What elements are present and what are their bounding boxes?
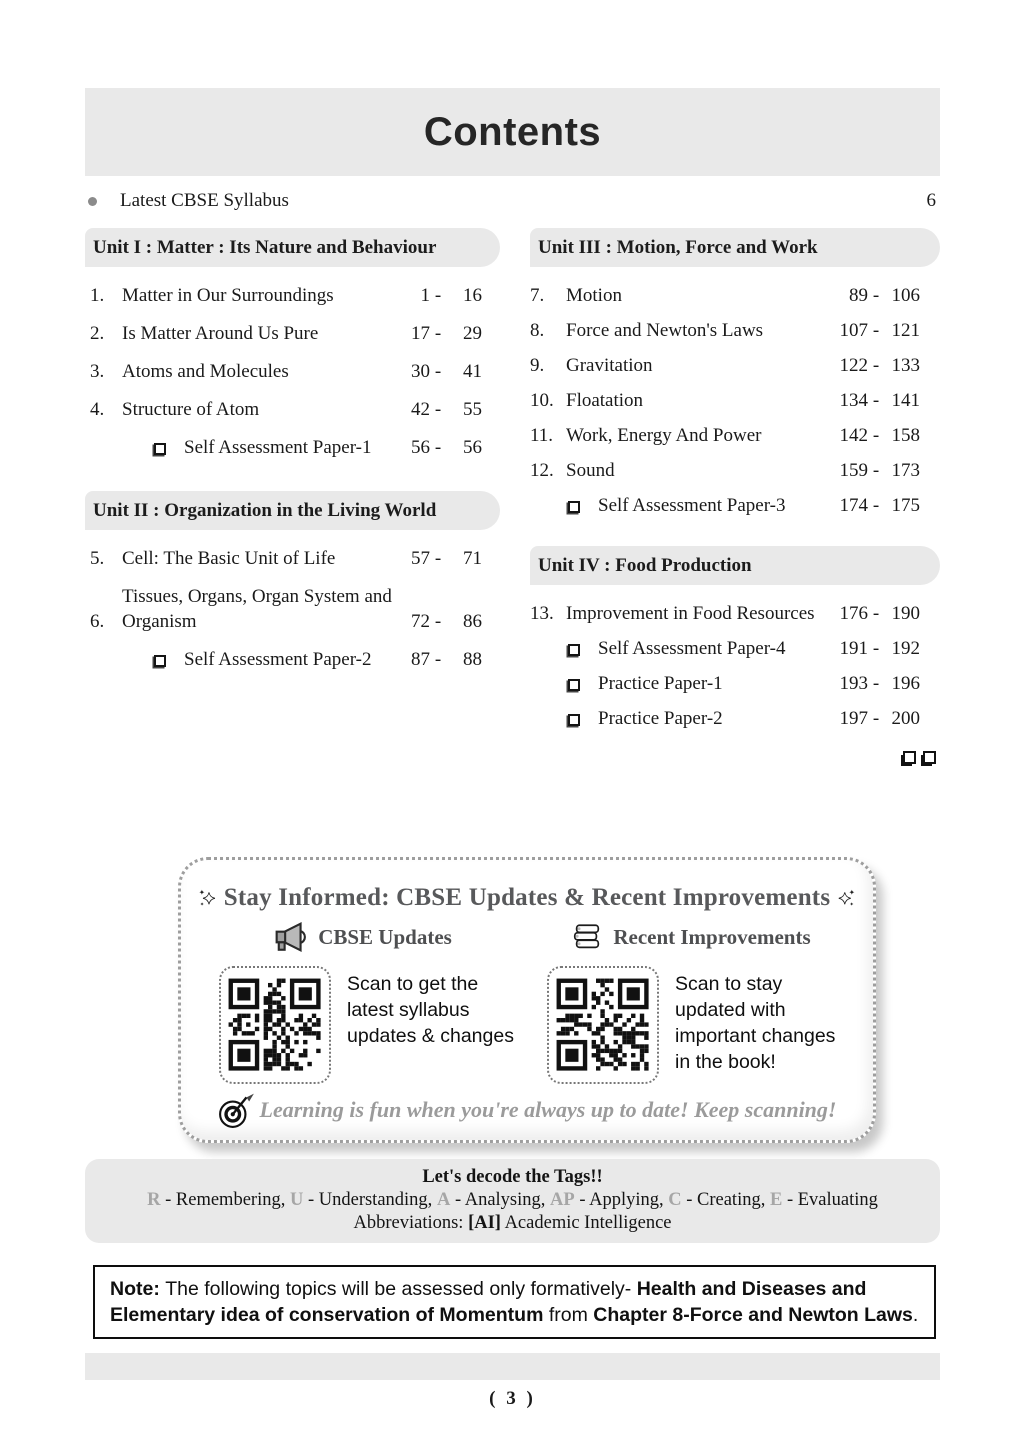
page-dash: -: [434, 437, 442, 458]
toc-item-pages: [834, 706, 920, 731]
toc-item-pages: [834, 353, 920, 378]
toc-item-pages: [834, 283, 920, 308]
stay-informed-subheadings: [199, 922, 855, 952]
qr-caption-right: Scan to stay updated with important changes in the book!: [675, 973, 836, 1073]
toc-item-title: Cell: The Basic Unit of Life: [122, 548, 336, 569]
toc-item-title: Self Assessment Paper-1: [184, 437, 372, 458]
page-end: 86: [463, 611, 482, 632]
toc-item-number: 5.: [90, 548, 105, 569]
page-start: 107: [839, 320, 868, 341]
page-start: 134: [839, 390, 868, 411]
page-start: 72: [411, 611, 430, 632]
tag-word: - Remembering,: [160, 1190, 290, 1210]
toc-item-title: Sound: [566, 460, 615, 481]
toc-item-pages: [834, 458, 920, 483]
page-title-bar: [85, 88, 940, 176]
decode-tags-bar: [85, 1159, 940, 1243]
page-start: 89: [849, 285, 868, 306]
tag-word: - Applying,: [574, 1190, 669, 1210]
tag-letter: R: [147, 1190, 161, 1210]
checkbox-icon: [568, 679, 580, 691]
toc-item-pages: [396, 397, 482, 422]
page-end: 16: [463, 285, 482, 306]
toc-list: [530, 585, 940, 747]
tag-letter: C: [668, 1190, 682, 1210]
page-dash: -: [872, 355, 880, 376]
page-end: 192: [891, 638, 920, 659]
toc-item-title: Practice Paper-2: [598, 708, 723, 729]
page-end: 41: [463, 361, 482, 382]
toc-item-row[interactable]: [85, 321, 482, 346]
page-end: 121: [891, 320, 920, 341]
page-number: ( 3 ): [489, 1388, 536, 1409]
toc-item-pages: [834, 601, 920, 626]
page-dash: -: [872, 460, 880, 481]
megaphone-icon: [274, 922, 308, 952]
page-end: 200: [891, 708, 920, 729]
cbse-updates-heading: CBSE Updates: [318, 924, 452, 949]
tagline-text: Learning is fun when you're always up to date! Keep scanning!: [259, 1097, 837, 1122]
toc-item-row[interactable]: [85, 283, 482, 308]
unit-header: [85, 228, 500, 267]
page-dash: -: [434, 548, 442, 569]
tag-word: - Evaluating: [782, 1190, 878, 1210]
page-dash: -: [872, 638, 880, 659]
toc-item-title: Structure of Atom: [122, 399, 260, 420]
toc-list: [530, 267, 940, 534]
syllabus-row[interactable]: [85, 188, 940, 214]
page-dash: -: [872, 390, 880, 411]
footer-bar: [85, 1353, 940, 1380]
recent-improvements-scan-cell: [527, 966, 855, 1084]
unit-header: [530, 228, 940, 267]
sparkles-icon: [838, 871, 855, 925]
abbreviations-line: [95, 1212, 930, 1235]
page-end: 55: [463, 399, 482, 420]
page-start: 122: [839, 355, 868, 376]
toc-item-row[interactable]: [530, 388, 920, 413]
page-dash: -: [434, 611, 442, 632]
dart-target-icon: [218, 1091, 256, 1129]
note-text: from: [543, 1304, 594, 1326]
contents-page: [85, 0, 940, 1410]
page-end: 158: [891, 425, 920, 446]
page-start: 17: [411, 323, 430, 344]
tag-letter: AP: [550, 1190, 575, 1210]
toc-item-row[interactable]: [530, 283, 920, 308]
toc-item-pages: [834, 493, 920, 518]
toc-list: [85, 267, 500, 479]
toc-item-number: 12.: [530, 460, 554, 481]
note-bold-text: Health and Diseases and Elementary idea of conservation of Momentum: [110, 1278, 867, 1326]
toc-column-left: [85, 228, 500, 691]
toc-item-number: 4.: [90, 399, 105, 420]
recent-improvements-heading-row: [527, 922, 855, 952]
page-dash: -: [872, 425, 880, 446]
qr-caption-left: Scan to get the latest syllabus updates & changes: [347, 973, 514, 1047]
toc-item-number: 11.: [530, 425, 554, 446]
toc-item-title: Self Assessment Paper-3: [598, 495, 786, 516]
toc-item-pages: [396, 435, 482, 460]
checkbox-icon: [154, 443, 166, 455]
page-dash: -: [434, 361, 442, 382]
toc-item-title: Practice Paper-1: [598, 673, 723, 694]
toc-item-title: Force and Newton's Laws: [566, 320, 764, 341]
unit-header-label: Unit IV : Food Production: [538, 554, 752, 576]
toc-item-pages: [834, 318, 920, 343]
qr-code-syllabus-updates: [219, 966, 331, 1084]
toc-item-title: Improvement in Food Resources: [566, 603, 815, 624]
decode-tags-line: [95, 1189, 930, 1212]
cbse-updates-heading-row: [199, 922, 527, 952]
toc-item-pages: [396, 609, 482, 634]
stay-informed-title-row: [199, 882, 855, 914]
recent-improvements-heading: Recent Improvements: [613, 924, 811, 949]
stay-informed-box: [178, 857, 876, 1143]
toc-subitem-row[interactable]: [530, 671, 920, 696]
page-end: 133: [891, 355, 920, 376]
toc-item-pages: [834, 388, 920, 413]
page-start: 57: [411, 548, 430, 569]
toc-item-pages: [396, 283, 482, 308]
toc-item-number: 9.: [530, 355, 545, 376]
page-end: 190: [891, 603, 920, 624]
page-start: 159: [839, 460, 868, 481]
stay-informed-title: Stay Informed: CBSE Updates & Recent Improvements: [223, 884, 831, 911]
page-dash: -: [872, 320, 880, 341]
end-of-contents-marker: [530, 751, 940, 768]
toc-columns: [85, 228, 940, 768]
syllabus-label: Latest CBSE Syllabus: [120, 190, 289, 211]
unit-header-label: Unit II : Organization in the Living World: [93, 499, 437, 521]
toc-item-title: Is Matter Around Us Pure: [122, 323, 319, 344]
page-dash: -: [434, 399, 442, 420]
tag-letter: A: [436, 1190, 451, 1210]
toc-subitem-row[interactable]: [530, 636, 920, 661]
toc-item-number: 7.: [530, 285, 545, 306]
toc-item-pages: [834, 423, 920, 448]
page-start: 42: [411, 399, 430, 420]
page-end: 71: [463, 548, 482, 569]
toc-item-row[interactable]: [85, 397, 482, 422]
page-end: 106: [891, 285, 920, 306]
toc-subitem-row[interactable]: [530, 493, 920, 518]
toc-item-number: 2.: [90, 323, 105, 344]
toc-item-row[interactable]: [530, 353, 920, 378]
page-end: 175: [891, 495, 920, 516]
page-start: 56: [411, 437, 430, 458]
toc-subitem-row[interactable]: [530, 706, 920, 731]
toc-item-title: Tissues, Organs, Organ System and Organism: [122, 586, 392, 632]
page-dash: -: [872, 603, 880, 624]
qr-scan-row: [199, 966, 855, 1084]
toc-item-pages: [834, 671, 920, 696]
toc-item-title: Motion: [566, 285, 622, 306]
toc-item-title: Gravitation: [566, 355, 653, 376]
qr-code-icon: [555, 977, 651, 1073]
qr-code-book-changes: [547, 966, 659, 1084]
qr-code-icon: [227, 977, 323, 1073]
page-start: 197: [839, 708, 868, 729]
toc-item-row[interactable]: [85, 546, 482, 571]
note-bold-text: Note:: [110, 1278, 166, 1300]
page-end: 29: [463, 323, 482, 344]
toc-item-title: Floatation: [566, 390, 644, 411]
abbr-prefix: Abbreviations:: [353, 1213, 469, 1233]
unit-header-label: Unit III : Motion, Force and Work: [538, 236, 818, 258]
page-end: 56: [463, 437, 482, 458]
note-box: [93, 1265, 936, 1339]
tag-word: - Analysing,: [450, 1190, 551, 1210]
page-start: 176: [839, 603, 868, 624]
tagline-row: [199, 1092, 855, 1128]
toc-item-row[interactable]: [530, 318, 920, 343]
toc-item-title: Self Assessment Paper-4: [598, 638, 786, 659]
checkbox-icon: [568, 644, 580, 656]
tag-letter: U: [289, 1190, 304, 1210]
shadowed-square-icon: [923, 751, 936, 764]
page-dash: -: [872, 673, 880, 694]
cbse-updates-scan-cell: [199, 966, 527, 1084]
page-dash: -: [434, 323, 442, 344]
checkbox-icon: [568, 501, 580, 513]
unit-header: [85, 491, 500, 530]
toc-item-pages: [834, 636, 920, 661]
page-dash: -: [434, 649, 442, 670]
abbr-meaning: Academic Intelligence: [500, 1213, 672, 1233]
page-start: 174: [839, 495, 868, 516]
page-dash: -: [872, 495, 880, 516]
page-start: 191: [839, 638, 868, 659]
toc-item-pages: [396, 359, 482, 384]
toc-list: [85, 530, 500, 691]
page-end: 141: [891, 390, 920, 411]
page-end: 88: [463, 649, 482, 670]
toc-column-right: [530, 228, 940, 768]
toc-item-title: Self Assessment Paper-2: [184, 649, 372, 670]
toc-item-title: Atoms and Molecules: [122, 361, 289, 382]
toc-item-row[interactable]: [530, 458, 920, 483]
checkbox-icon: [568, 714, 580, 726]
bullet-icon: [88, 197, 97, 206]
checkbox-icon: [154, 655, 166, 667]
shadowed-square-icon: [903, 751, 916, 764]
toc-subitem-row[interactable]: [85, 647, 482, 672]
toc-item-pages: [396, 546, 482, 571]
toc-item-title: Work, Energy And Power: [566, 425, 762, 446]
decode-tags-heading: Let's decode the Tags!!: [422, 1167, 603, 1187]
toc-item-pages: [396, 321, 482, 346]
page-start: 87: [411, 649, 430, 670]
toc-item-number: 13.: [530, 603, 554, 624]
page-start: 193: [839, 673, 868, 694]
abbr-code: [AI]: [468, 1213, 501, 1233]
page-dash: -: [434, 285, 442, 306]
toc-item-title: Matter in Our Surroundings: [122, 285, 334, 306]
page-title: Contents: [423, 109, 602, 154]
page-start: 30: [411, 361, 430, 382]
tag-word: - Creating,: [681, 1190, 770, 1210]
toc-item-row[interactable]: [85, 584, 482, 634]
page-dash: -: [872, 708, 880, 729]
toc-item-number: 8.: [530, 320, 545, 341]
page-end: 196: [891, 673, 920, 694]
books-icon: [571, 922, 603, 952]
note-text: .: [912, 1304, 919, 1326]
toc-item-number: 6.: [90, 611, 105, 632]
page-start: 1: [420, 285, 430, 306]
page-end: 173: [891, 460, 920, 481]
unit-header: [530, 546, 940, 585]
toc-item-number: 3.: [90, 361, 105, 382]
tag-letter: E: [769, 1190, 783, 1210]
syllabus-page-number: 6: [926, 190, 936, 211]
toc-item-row[interactable]: [85, 359, 482, 384]
toc-item-pages: [396, 647, 482, 672]
toc-item-row[interactable]: [530, 423, 920, 448]
sparkles-icon: [199, 871, 216, 925]
note-bold-text: Chapter 8-Force and Newton Laws: [593, 1304, 913, 1326]
toc-item-row[interactable]: [530, 601, 920, 626]
unit-header-label: Unit I : Matter : Its Nature and Behaviour: [93, 236, 437, 258]
page-start: 142: [839, 425, 868, 446]
page-dash: -: [872, 285, 880, 306]
toc-item-number: 10.: [530, 390, 554, 411]
toc-item-number: 1.: [90, 285, 105, 306]
note-text: The following topics will be assessed only formatively-: [165, 1278, 637, 1300]
toc-subitem-row[interactable]: [85, 435, 482, 460]
tag-word: - Understanding,: [303, 1190, 437, 1210]
